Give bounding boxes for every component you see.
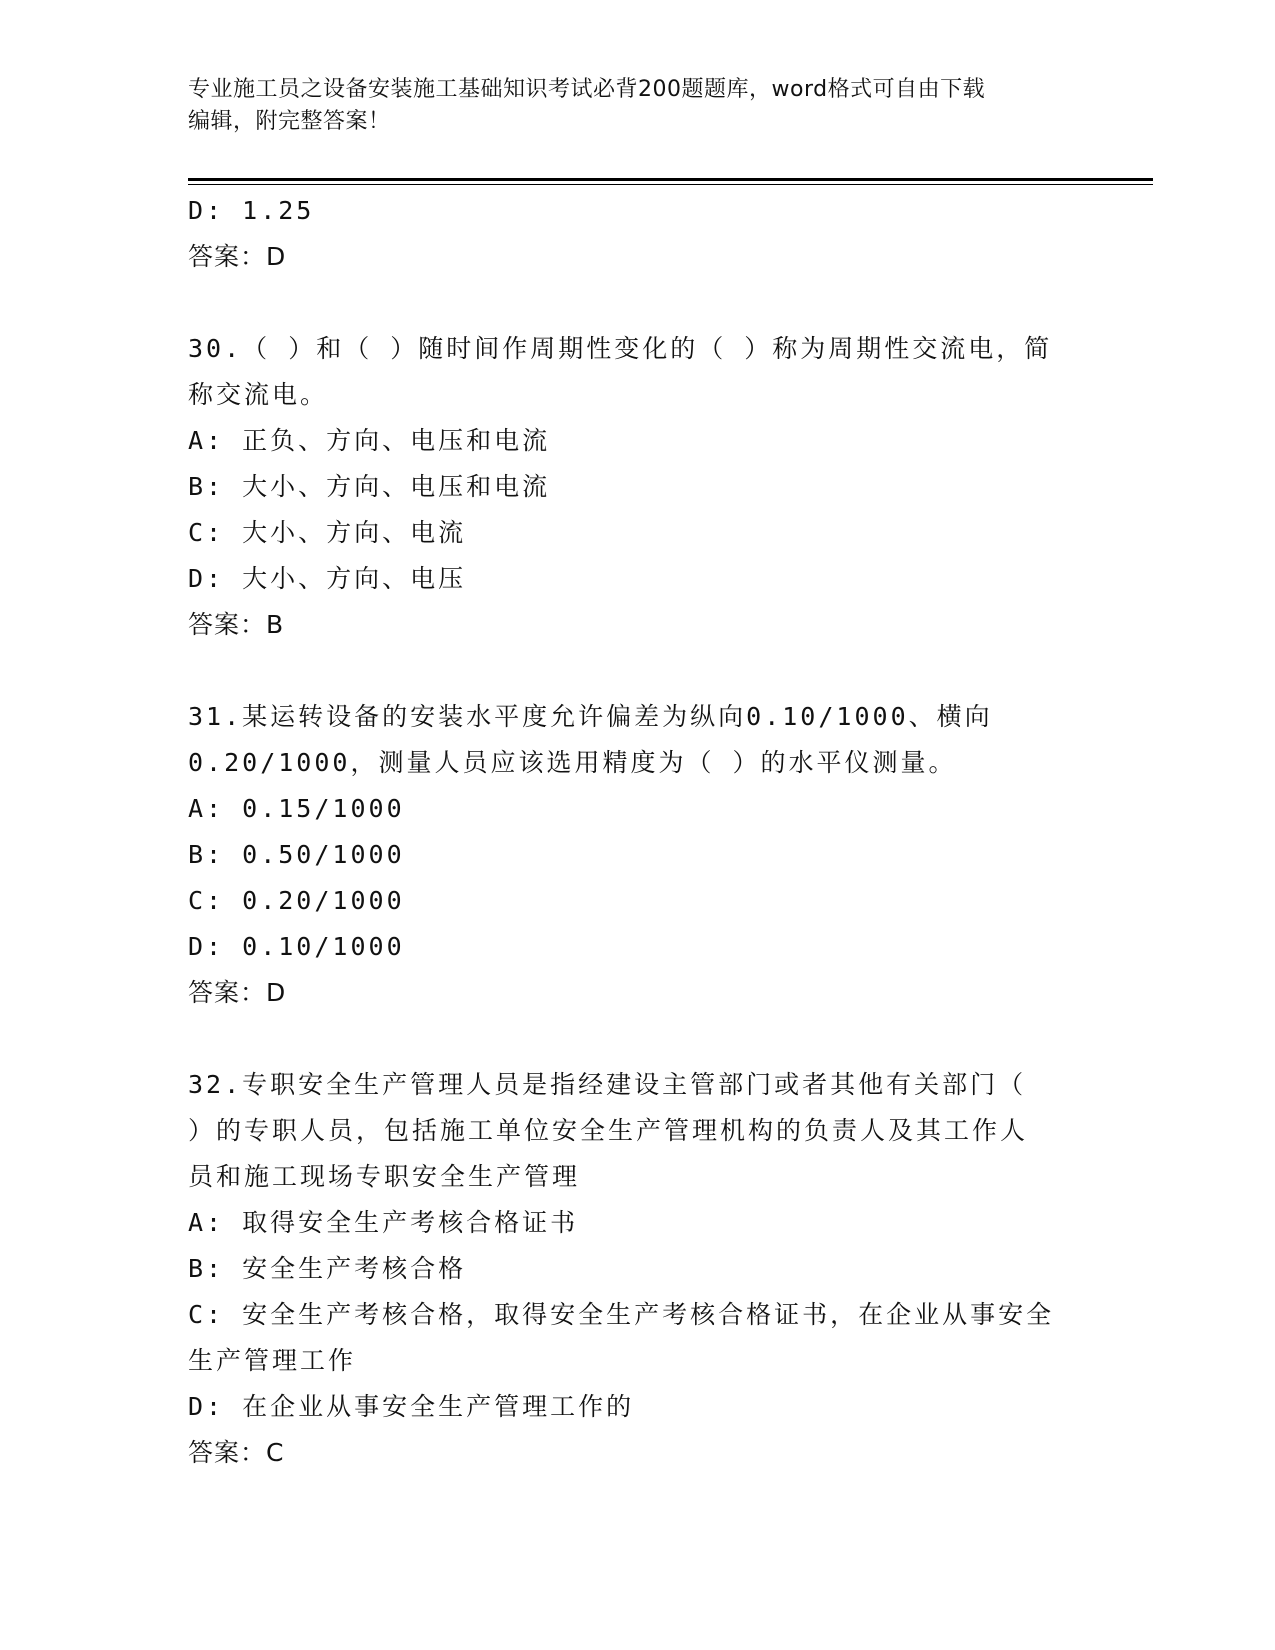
- option-d: D: 0.10/1000: [188, 932, 405, 961]
- header-title-line-1: 专业施工员之设备安装施工基础知识考试必背200题题库，word格式可自由下载: [188, 77, 986, 102]
- question-stem-line: 31.某运转设备的安装水平度允许偏差为纵向0.10/1000、横向: [188, 702, 993, 731]
- question-stem-line: 员和施工现场专职安全生产管理: [188, 1162, 581, 1191]
- question-stem-line: 0.20/1000，测量人员应该选用精度为（ ）的水平仪测量。: [188, 748, 957, 777]
- option-b: B: 大小、方向、电压和电流: [188, 472, 551, 501]
- option-a: A: 0.15/1000: [188, 794, 405, 823]
- option-d: D: 在企业从事安全生产管理工作的: [188, 1392, 635, 1421]
- option-a: A: 正负、方向、电压和电流: [188, 426, 551, 455]
- question-stem-line: ）的专职人员，包括施工单位安全生产管理机构的负责人及其工作人: [188, 1116, 1029, 1145]
- option-c: C: 大小、方向、电流: [188, 518, 467, 547]
- answer-line: 答案：B: [188, 610, 285, 639]
- header-divider-thick: [188, 178, 1153, 181]
- question-32: [188, 1062, 1088, 1476]
- option-b: B: 0.50/1000: [188, 840, 405, 869]
- option-d: D: 1.25: [188, 196, 315, 225]
- document-header: [188, 74, 1088, 138]
- option-c-continuation: 生产管理工作: [188, 1346, 357, 1375]
- answer-line: 答案：D: [188, 242, 287, 271]
- question-stem-line: 30.（ ）和（ ）随时间作周期性变化的（ ）称为周期性交流电，简: [188, 334, 1053, 363]
- question-content: [188, 188, 1088, 1522]
- header-title-line-2: 编辑，附完整答案！: [188, 109, 391, 134]
- option-d: D: 大小、方向、电压: [188, 564, 467, 593]
- question-stem-line: 称交流电。: [188, 380, 329, 409]
- question-stem-line: 32.专职安全生产管理人员是指经建设主管部门或者其他有关部门（: [188, 1070, 1027, 1099]
- option-c: C: 0.20/1000: [188, 886, 405, 915]
- answer-line: 答案：C: [188, 1438, 285, 1467]
- option-a: A: 取得安全生产考核合格证书: [188, 1208, 579, 1237]
- question-31: [188, 694, 1088, 1016]
- previous-question-tail: [188, 188, 1088, 280]
- option-b: B: 安全生产考核合格: [188, 1254, 467, 1283]
- option-c: C: 安全生产考核合格，取得安全生产考核合格证书，在企业从事安全: [188, 1300, 1055, 1329]
- header-divider-thin: [188, 184, 1153, 185]
- answer-line: 答案：D: [188, 978, 287, 1007]
- question-30: [188, 326, 1088, 648]
